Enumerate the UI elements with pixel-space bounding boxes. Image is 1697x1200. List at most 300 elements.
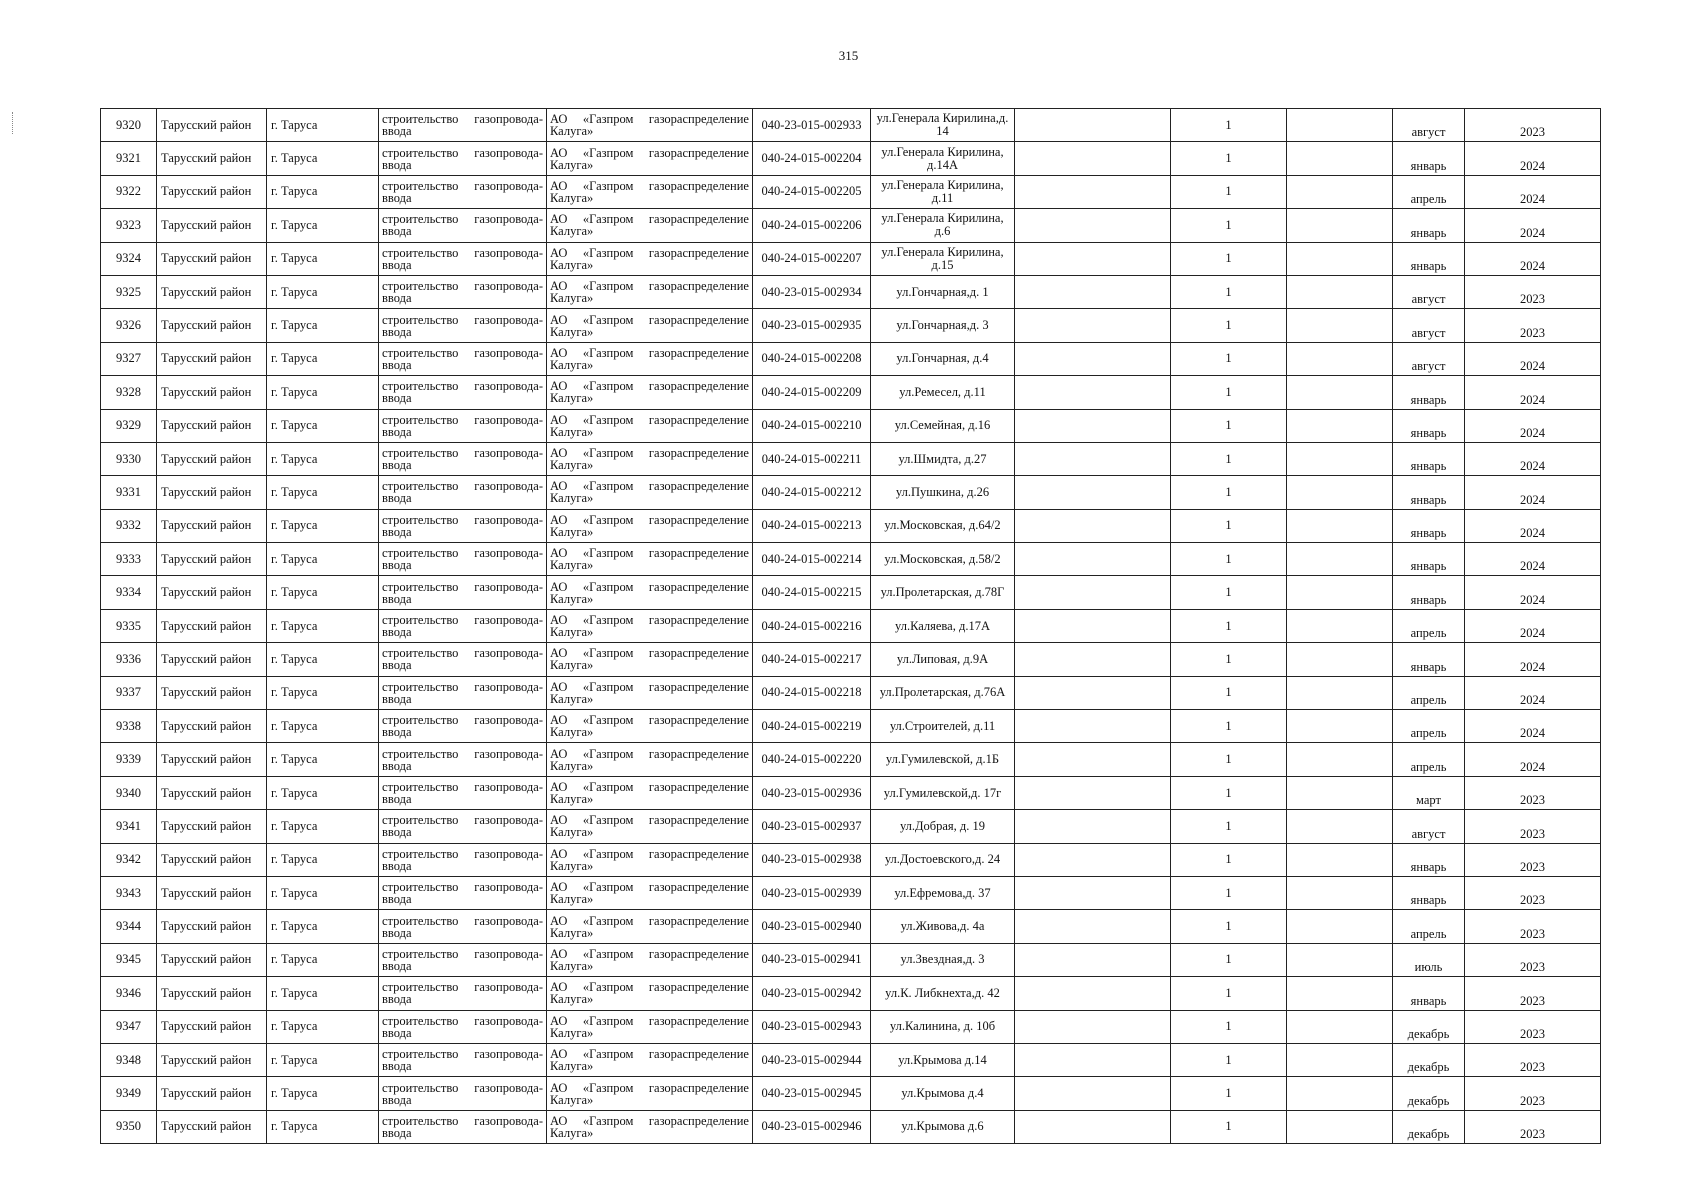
work-type-word: ввода <box>382 357 412 372</box>
organization-word: «Газпром <box>582 1047 634 1062</box>
empty-cell <box>1287 142 1393 175</box>
year-cell: 2024 <box>1465 476 1601 509</box>
empty-cell <box>1015 109 1171 142</box>
organization-word: «Газпром <box>582 646 634 661</box>
organization-word: газораспределение <box>648 913 749 928</box>
work-type-word: газопровода- <box>474 1113 543 1128</box>
row-number: 9325 <box>101 275 157 308</box>
organization-word: «Газпром <box>582 212 634 227</box>
work-type-word: газопровода- <box>474 245 543 260</box>
empty-cell <box>1015 242 1171 275</box>
table-row <box>101 242 1601 275</box>
organization-word: «Газпром <box>582 946 634 961</box>
address-cell: ул.Гончарная,д. 3 <box>871 309 1015 342</box>
table-row <box>101 1077 1601 1110</box>
row-number: 9332 <box>101 509 157 542</box>
work-type-word: ввода <box>382 257 412 272</box>
work-type-cell <box>379 275 547 308</box>
organization-word: газораспределение <box>648 279 749 294</box>
organization-word: «Газпром <box>582 546 634 561</box>
address-cell: ул.Генерала Кирилина, д.11 <box>871 175 1015 208</box>
empty-cell <box>1287 543 1393 576</box>
row-number: 9341 <box>101 810 157 843</box>
city-cell: г. Таруса <box>267 743 379 776</box>
year-cell: 2024 <box>1465 509 1601 542</box>
organization-word: АО <box>550 713 568 728</box>
organization-word: АО <box>550 813 568 828</box>
empty-cell <box>1015 643 1171 676</box>
organization-word: Калуга» <box>550 1092 594 1107</box>
quantity-cell: 1 <box>1171 943 1287 976</box>
object-code-cell: 040-23-015-002934 <box>753 275 871 308</box>
organization-word: «Газпром <box>582 846 634 861</box>
work-type-word: ввода <box>382 792 412 806</box>
month-cell: январь <box>1393 843 1465 876</box>
row-number: 9343 <box>101 876 157 909</box>
table-row <box>101 376 1601 409</box>
month-cell: август <box>1393 309 1465 342</box>
table-row <box>101 576 1601 609</box>
organization-word: Калуга» <box>550 892 594 907</box>
city-cell: г. Таруса <box>267 109 379 142</box>
empty-cell <box>1015 576 1171 609</box>
organization-word: газораспределение <box>648 1047 749 1062</box>
work-type-cell <box>379 710 547 743</box>
year-cell: 2024 <box>1465 743 1601 776</box>
work-type-cell <box>379 843 547 876</box>
organization-cell <box>547 609 753 642</box>
organization-word: газораспределение <box>648 245 749 260</box>
row-number: 9329 <box>101 409 157 442</box>
organization-word: Калуга» <box>550 992 594 1007</box>
year-cell: 2024 <box>1465 609 1601 642</box>
empty-cell <box>1015 710 1171 743</box>
year-cell: 2024 <box>1465 342 1601 375</box>
empty-cell <box>1015 442 1171 475</box>
empty-cell <box>1287 342 1393 375</box>
table-row <box>101 209 1601 242</box>
district-cell: Тарусский район <box>157 209 267 242</box>
organization-word: газораспределение <box>648 846 749 861</box>
address-cell: ул.Пролетарская, д.76А <box>871 676 1015 709</box>
quantity-cell: 1 <box>1171 376 1287 409</box>
organization-cell <box>547 743 753 776</box>
work-type-word: газопровода- <box>474 746 543 761</box>
organization-word: «Газпром <box>582 613 634 628</box>
row-number: 9324 <box>101 242 157 275</box>
quantity-cell: 1 <box>1171 810 1287 843</box>
table-row <box>101 275 1601 308</box>
work-type-word: газопровода- <box>474 512 543 527</box>
organization-word: газораспределение <box>648 579 749 594</box>
empty-cell <box>1287 1110 1393 1143</box>
work-type-word: ввода <box>382 224 412 239</box>
organization-word: Калуга» <box>550 190 594 205</box>
organization-word: Калуга» <box>550 357 594 372</box>
year-cell: 2023 <box>1465 1010 1601 1043</box>
work-type-word: ввода <box>382 291 412 306</box>
organization-cell <box>547 209 753 242</box>
organization-word: газораспределение <box>648 379 749 394</box>
address-cell: ул.Генерала Кирилина, д.6 <box>871 209 1015 242</box>
row-number: 9345 <box>101 943 157 976</box>
work-type-word: строительство <box>382 880 459 895</box>
organization-word: газораспределение <box>648 1013 749 1028</box>
quantity-cell: 1 <box>1171 342 1287 375</box>
work-type-word: строительство <box>382 913 459 928</box>
work-type-cell <box>379 175 547 208</box>
organization-word: АО <box>550 412 568 427</box>
organization-word: Калуга» <box>550 792 594 806</box>
table-row <box>101 142 1601 175</box>
organization-cell <box>547 409 753 442</box>
row-number: 9342 <box>101 843 157 876</box>
empty-cell <box>1287 710 1393 743</box>
work-type-cell <box>379 142 547 175</box>
district-cell: Тарусский район <box>157 576 267 609</box>
table-row <box>101 1110 1601 1143</box>
address-cell: ул.Гумилевской,д. 17г <box>871 776 1015 809</box>
month-cell: апрель <box>1393 175 1465 208</box>
object-code-cell: 040-23-015-002945 <box>753 1077 871 1110</box>
organization-word: газораспределение <box>648 312 749 327</box>
organization-word: «Газпром <box>582 145 634 160</box>
empty-cell <box>1287 442 1393 475</box>
work-type-cell <box>379 1077 547 1110</box>
organization-word: Калуга» <box>550 758 594 773</box>
organization-word: «Газпром <box>582 813 634 828</box>
table-row <box>101 543 1601 576</box>
month-cell: апрель <box>1393 609 1465 642</box>
address-cell: ул.Крымова д.6 <box>871 1110 1015 1143</box>
organization-word: «Газпром <box>582 112 634 127</box>
address-cell: ул.Звездная,д. 3 <box>871 943 1015 976</box>
district-cell: Тарусский район <box>157 776 267 809</box>
city-cell: г. Таруса <box>267 676 379 709</box>
city-cell: г. Таруса <box>267 442 379 475</box>
empty-cell <box>1015 1043 1171 1076</box>
organization-word: газораспределение <box>648 512 749 527</box>
work-type-word: газопровода- <box>474 1013 543 1028</box>
empty-cell <box>1287 1043 1393 1076</box>
work-type-word: ввода <box>382 892 412 907</box>
month-cell: август <box>1393 109 1465 142</box>
table-row <box>101 776 1601 809</box>
row-number: 9336 <box>101 643 157 676</box>
work-type-cell <box>379 776 547 809</box>
organization-word: «Газпром <box>582 913 634 928</box>
district-cell: Тарусский район <box>157 1043 267 1076</box>
empty-cell <box>1287 309 1393 342</box>
month-cell: декабрь <box>1393 1110 1465 1143</box>
empty-cell <box>1287 943 1393 976</box>
empty-cell <box>1287 109 1393 142</box>
work-type-word: ввода <box>382 992 412 1007</box>
work-type-word: ввода <box>382 725 412 740</box>
district-cell: Тарусский район <box>157 1077 267 1110</box>
district-cell: Тарусский район <box>157 676 267 709</box>
work-type-word: строительство <box>382 679 459 694</box>
table-row <box>101 1043 1601 1076</box>
month-cell: декабрь <box>1393 1010 1465 1043</box>
organization-word: АО <box>550 780 568 794</box>
work-type-word: ввода <box>382 324 412 339</box>
year-cell: 2024 <box>1465 676 1601 709</box>
district-cell: Тарусский район <box>157 609 267 642</box>
work-type-word: газопровода- <box>474 646 543 661</box>
object-code-cell: 040-24-015-002213 <box>753 509 871 542</box>
empty-cell <box>1015 476 1171 509</box>
organization-word: газораспределение <box>648 345 749 360</box>
organization-word: газораспределение <box>648 446 749 461</box>
organization-word: АО <box>550 1013 568 1028</box>
organization-word: Калуга» <box>550 925 594 940</box>
row-number: 9322 <box>101 175 157 208</box>
organization-word: «Газпром <box>582 345 634 360</box>
organization-cell <box>547 242 753 275</box>
address-cell: ул.К. Либкнехта,д. 42 <box>871 977 1015 1010</box>
year-cell: 2023 <box>1465 776 1601 809</box>
empty-cell <box>1287 643 1393 676</box>
organization-word: «Газпром <box>582 479 634 494</box>
empty-cell <box>1287 910 1393 943</box>
work-type-word: строительство <box>382 446 459 461</box>
quantity-cell: 1 <box>1171 442 1287 475</box>
work-type-word: газопровода- <box>474 212 543 227</box>
city-cell: г. Таруса <box>267 1010 379 1043</box>
empty-cell <box>1015 376 1171 409</box>
quantity-cell: 1 <box>1171 710 1287 743</box>
address-cell: ул.Ефремова,д. 37 <box>871 876 1015 909</box>
work-type-word: ввода <box>382 1125 412 1140</box>
object-code-cell: 040-23-015-002943 <box>753 1010 871 1043</box>
work-type-word: строительство <box>382 412 459 427</box>
quantity-cell: 1 <box>1171 910 1287 943</box>
organization-cell <box>547 710 753 743</box>
work-type-cell <box>379 743 547 776</box>
organization-word: АО <box>550 512 568 527</box>
year-cell: 2024 <box>1465 242 1601 275</box>
work-type-word: газопровода- <box>474 145 543 160</box>
year-cell: 2023 <box>1465 1043 1601 1076</box>
organization-word: газораспределение <box>648 479 749 494</box>
work-type-word: строительство <box>382 312 459 327</box>
organization-cell <box>547 1077 753 1110</box>
row-number: 9333 <box>101 543 157 576</box>
organization-word: «Газпром <box>582 880 634 895</box>
district-cell: Тарусский район <box>157 275 267 308</box>
work-type-word: ввода <box>382 157 412 172</box>
work-type-word: ввода <box>382 491 412 506</box>
organization-word: Калуга» <box>550 725 594 740</box>
month-cell: январь <box>1393 209 1465 242</box>
year-cell: 2023 <box>1465 910 1601 943</box>
object-code-cell: 040-23-015-002946 <box>753 1110 871 1143</box>
row-number: 9334 <box>101 576 157 609</box>
row-number: 9331 <box>101 476 157 509</box>
row-number: 9348 <box>101 1043 157 1076</box>
city-cell: г. Таруса <box>267 376 379 409</box>
work-type-word: строительство <box>382 178 459 193</box>
organization-cell <box>547 543 753 576</box>
organization-word: АО <box>550 579 568 594</box>
year-cell: 2023 <box>1465 109 1601 142</box>
organization-word: Калуга» <box>550 391 594 406</box>
organization-word: газораспределение <box>648 980 749 995</box>
organization-cell <box>547 1043 753 1076</box>
organization-word: газораспределение <box>648 145 749 160</box>
table-row <box>101 342 1601 375</box>
city-cell: г. Таруса <box>267 275 379 308</box>
object-code-cell: 040-23-015-002944 <box>753 1043 871 1076</box>
work-type-word: газопровода- <box>474 780 543 794</box>
month-cell: январь <box>1393 876 1465 909</box>
work-type-word: ввода <box>382 1025 412 1040</box>
work-type-word: газопровода- <box>474 613 543 628</box>
city-cell: г. Таруса <box>267 1110 379 1143</box>
work-type-word: ввода <box>382 658 412 673</box>
district-cell: Тарусский район <box>157 543 267 576</box>
empty-cell <box>1015 409 1171 442</box>
work-type-word: ввода <box>382 591 412 606</box>
organization-cell <box>547 509 753 542</box>
organization-word: АО <box>550 245 568 260</box>
district-cell: Тарусский район <box>157 242 267 275</box>
work-type-word: строительство <box>382 1047 459 1062</box>
work-type-word: газопровода- <box>474 980 543 995</box>
organization-word: АО <box>550 546 568 561</box>
district-cell: Тарусский район <box>157 509 267 542</box>
address-cell: ул.Генерала Кирилина, д.14А <box>871 142 1015 175</box>
address-cell: ул.Пролетарская, д.78Г <box>871 576 1015 609</box>
object-code-cell: 040-24-015-002210 <box>753 409 871 442</box>
work-type-word: строительство <box>382 713 459 728</box>
organization-word: Калуга» <box>550 1025 594 1040</box>
empty-cell <box>1015 910 1171 943</box>
quantity-cell: 1 <box>1171 409 1287 442</box>
work-type-word: газопровода- <box>474 880 543 895</box>
month-cell: январь <box>1393 643 1465 676</box>
work-type-cell <box>379 376 547 409</box>
empty-cell <box>1287 1010 1393 1043</box>
month-cell: январь <box>1393 476 1465 509</box>
quantity-cell: 1 <box>1171 543 1287 576</box>
organization-word: газораспределение <box>648 212 749 227</box>
district-cell: Тарусский район <box>157 142 267 175</box>
work-type-word: строительство <box>382 579 459 594</box>
organization-word: «Газпром <box>582 312 634 327</box>
object-code-cell: 040-24-015-002212 <box>753 476 871 509</box>
work-type-word: строительство <box>382 1013 459 1028</box>
work-type-word: ввода <box>382 925 412 940</box>
work-type-word: строительство <box>382 846 459 861</box>
work-type-word: газопровода- <box>474 1047 543 1062</box>
work-type-word: строительство <box>382 512 459 527</box>
work-type-word: строительство <box>382 212 459 227</box>
organization-word: газораспределение <box>648 112 749 127</box>
organization-word: Калуга» <box>550 558 594 573</box>
organization-word: АО <box>550 112 568 127</box>
empty-cell <box>1287 576 1393 609</box>
work-type-word: газопровода- <box>474 846 543 861</box>
empty-cell <box>1287 242 1393 275</box>
address-cell: ул.Достоевского,д. 24 <box>871 843 1015 876</box>
object-code-cell: 040-23-015-002935 <box>753 309 871 342</box>
empty-cell <box>1015 175 1171 208</box>
year-cell: 2023 <box>1465 1110 1601 1143</box>
work-type-cell <box>379 476 547 509</box>
work-type-word: ввода <box>382 858 412 873</box>
empty-cell <box>1287 876 1393 909</box>
work-type-cell <box>379 1010 547 1043</box>
quantity-cell: 1 <box>1171 209 1287 242</box>
address-cell: ул.Гумилевской, д.1Б <box>871 743 1015 776</box>
work-type-word: газопровода- <box>474 279 543 294</box>
quantity-cell: 1 <box>1171 1043 1287 1076</box>
year-cell: 2023 <box>1465 943 1601 976</box>
city-cell: г. Таруса <box>267 409 379 442</box>
organization-cell <box>547 843 753 876</box>
table-row <box>101 676 1601 709</box>
work-type-word: строительство <box>382 479 459 494</box>
address-cell: ул.Генерала Кирилина, д.15 <box>871 242 1015 275</box>
organization-cell <box>547 876 753 909</box>
empty-cell <box>1015 776 1171 809</box>
row-number: 9327 <box>101 342 157 375</box>
city-cell: г. Таруса <box>267 609 379 642</box>
work-type-word: газопровода- <box>474 946 543 961</box>
table-row <box>101 476 1601 509</box>
quantity-cell: 1 <box>1171 275 1287 308</box>
work-type-cell <box>379 943 547 976</box>
city-cell: г. Таруса <box>267 543 379 576</box>
address-cell: ул.Шмидта, д.27 <box>871 442 1015 475</box>
empty-cell <box>1015 876 1171 909</box>
address-cell: ул.Крымова д.4 <box>871 1077 1015 1110</box>
work-type-word: строительство <box>382 379 459 394</box>
month-cell: январь <box>1393 977 1465 1010</box>
organization-word: Калуга» <box>550 691 594 706</box>
organization-word: Калуга» <box>550 424 594 439</box>
object-code-cell: 040-24-015-002214 <box>753 543 871 576</box>
city-cell: г. Таруса <box>267 843 379 876</box>
year-cell: 2024 <box>1465 175 1601 208</box>
row-number: 9349 <box>101 1077 157 1110</box>
organization-word: Калуга» <box>550 324 594 339</box>
organization-word: газораспределение <box>648 1113 749 1128</box>
organization-cell <box>547 1010 753 1043</box>
district-cell: Тарусский район <box>157 743 267 776</box>
work-type-word: строительство <box>382 1113 459 1128</box>
month-cell: январь <box>1393 543 1465 576</box>
empty-cell <box>1287 1077 1393 1110</box>
month-cell: январь <box>1393 242 1465 275</box>
work-type-word: строительство <box>382 112 459 127</box>
table-row <box>101 442 1601 475</box>
district-cell: Тарусский район <box>157 910 267 943</box>
empty-cell <box>1015 676 1171 709</box>
organization-word: Калуга» <box>550 291 594 306</box>
table-row <box>101 843 1601 876</box>
work-type-cell <box>379 643 547 676</box>
address-cell: ул.Семейная, д.16 <box>871 409 1015 442</box>
district-cell: Тарусский район <box>157 175 267 208</box>
empty-cell <box>1015 342 1171 375</box>
work-type-cell <box>379 442 547 475</box>
work-type-cell <box>379 509 547 542</box>
object-code-cell: 040-23-015-002941 <box>753 943 871 976</box>
object-code-cell: 040-23-015-002940 <box>753 910 871 943</box>
